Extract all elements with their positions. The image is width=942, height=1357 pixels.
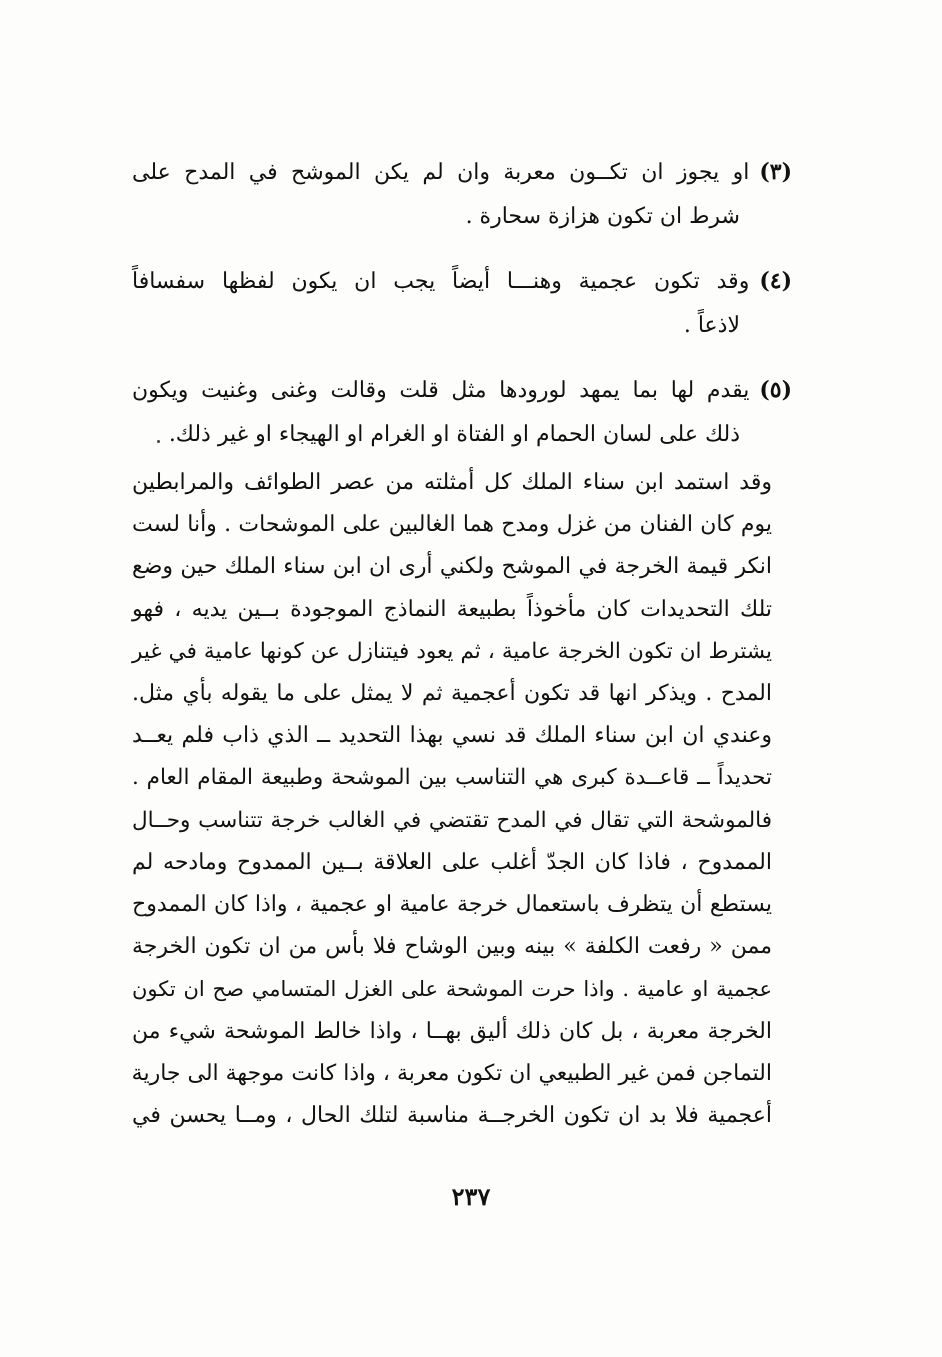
text-line: الخرجة معربة ، بل كان ذلك أليق بهــا ، واذا خالط الموشحة شيء من: [132, 1018, 772, 1044]
ink-dot: [157, 440, 160, 443]
body-paragraph: [132, 462, 772, 1137]
footnote-line: ذلك على لسان الحمام او الفتاة او الغرام او الهيجاء او غير ذلك.: [168, 422, 740, 447]
text-line: يستطع أن يتظرف باستعمال خرجة عامية او عجمية ، واذا كان الممدوح: [132, 892, 772, 918]
text-line: فالموشحة التي تقال في المدح تقتضي في الغالب خرجة تتناسب وحــال: [132, 807, 772, 833]
text-line: المدح . ويذكر انها قد تكون أعجمية ثم لا يمثل على ما يقوله بأي مثل.: [132, 681, 772, 707]
text-line: تلك التحديدات كان مأخوذاً بطبيعة النماذج الموجودة بــين يديه ، فهو: [132, 596, 772, 622]
text-line: أعجمية فلا بد ان تكون الخرجــة مناسبة لتلك الحال ، ومــا يحسن في: [132, 1103, 772, 1129]
text-line: عجمية او عامية . واذا حرت الموشحة على الغزل المتسامي صح ان تكون: [132, 977, 772, 1002]
text-line: الممدوح ، فاذا كان الجدّ أغلب على العلاقة بــين الممدوح ومادحه لم: [132, 849, 772, 875]
text-line: تحديداً ــ قاعــدة كبرى هي التناسب بين الموشحة وطبيعة المقام العام .: [132, 765, 772, 791]
page-number: ٢٣٧: [451, 1182, 491, 1211]
footnote-line: [132, 368, 792, 413]
text-line: يشترط ان تكون الخرجة عامية ، ثم يعود فيتنازل عن كونها عامية في غير: [132, 638, 772, 664]
footnote-5: [132, 368, 792, 457]
text-line: التماجن فمن غير الطبيعي ان تكون معربة ، واذا كانت موجهة الى جارية: [131, 1060, 772, 1086]
text-line: انكر قيمة الخرجة في الموشح ولكني أرى ان ابن سناء الملك حين وضع: [132, 554, 772, 580]
footnote-text: يقدم لها بما يمهد لورودها مثل قلت وقالت وغنى وغنيت ويكون: [132, 378, 750, 403]
footnote-number: (٤): [759, 268, 792, 294]
footnote-line: [132, 259, 792, 304]
footnote-text: او يجوز ان تكــون معربة وان لم يكن الموشح في المدح على: [132, 160, 750, 185]
text-line: ممن « رفعت الكلفة » بينه وبين الوشاح فلا بأس من ان تكون الخرجة: [132, 934, 772, 960]
footnote-number: (٣): [759, 159, 792, 185]
footnote-4: [132, 259, 792, 348]
footnotes-section: [132, 150, 792, 477]
footnote-line: لاذعاً .: [683, 313, 740, 338]
footnote-line: [132, 150, 792, 195]
footnote-text: وقد تكون عجمية وهنـــا أيضاً يجب ان يكون لفظها سفسافاً: [132, 269, 750, 294]
text-line: وعندي ان ابن سناء الملك قد نسي بهذا التحديد ــ الذي ذاب فلم يعــد: [132, 723, 772, 749]
footnote-number: (٥): [759, 377, 792, 403]
text-line: يوم كان الفنان من غزل ومدح هما الغالبين على الموشحات . وأنا لست: [132, 512, 772, 538]
text-line: وقد استمد ابن سناء الملك كل أمثلته من عصر الطوائف والمرابطين: [132, 470, 772, 495]
footnote-3: [132, 150, 792, 239]
footnote-line: شرط ان تكون هزازة سحارة .: [465, 204, 740, 229]
